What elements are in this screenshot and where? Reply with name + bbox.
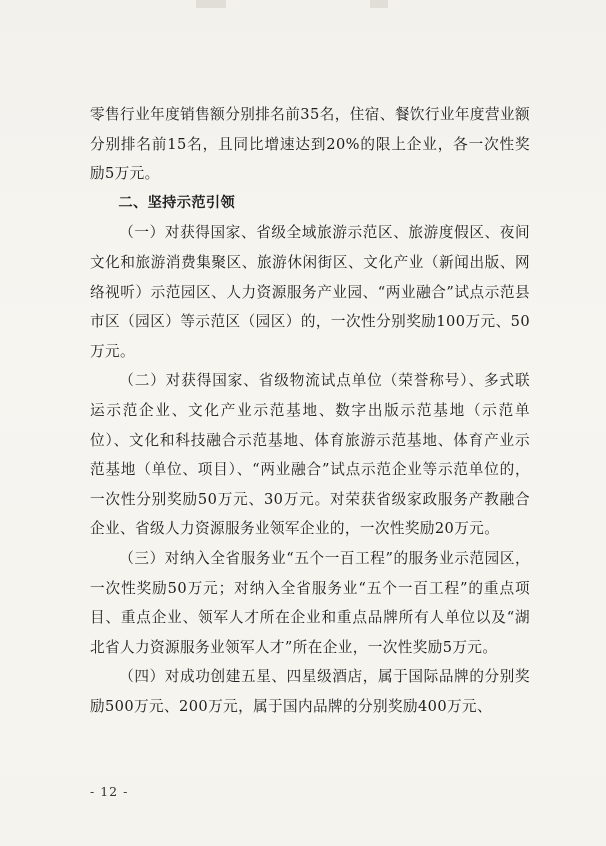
paragraph-item-1: （一）对获得国家、省级全域旅游示范区、旅游度假区、夜间文化和旅游消费集聚区、旅游休闲街区、文化产业（新闻出版、网络视听）示范园区、人力资源服务产业园、“两业融合”试点示范县市区（园区）等示范区（园区）的，一次性分别奖励100万元、50万元。: [90, 224, 530, 360]
paragraph-item-3: （三）对纳入全省服务业“五个一百工程”的服务业示范园区，一次性奖励50万元；对纳入全省服务业“五个一百工程”的重点项目、重点企业、领军人才所在企业和重点品牌所有人单位以及“湖北省人力资源服务业领军人才”所在企业，一次性奖励5万元。: [90, 549, 530, 656]
section-heading: 二、坚持示范引领: [118, 194, 236, 211]
document-body: [90, 100, 530, 721]
scan-artifact: [370, 0, 388, 8]
paragraph-item-4: （四）对成功创建五星、四星级酒店，属于国际品牌的分别奖励500万元、200万元，属于国内品牌的分别奖励400万元、: [90, 668, 530, 715]
paragraph-item-2: （二）对获得国家、省级物流试点单位（荣誉称号）、多式联运示范企业、文化产业示范基地、数字出版示范基地（示范单位）、文化和科技融合示范基地、体育旅游示范基地、体育产业示范基地（单位、项目）、“两业融合”试点示范企业等示范单位的，一次性分别奖励50万元、30万元。对荣获省级家政服务产教融合企业、省级人力资源服务业领军企业的，一次性奖励20万元。: [90, 372, 530, 538]
page-number: - 12 -: [90, 784, 129, 799]
scan-artifact: [196, 0, 226, 8]
paragraph-continuation: 零售行业年度销售额分别排名前35名，住宿、餐饮行业年度营业额分别排名前15名，且同比增速达到20%的限上企业，各一次性奖励5万元。: [90, 106, 530, 183]
